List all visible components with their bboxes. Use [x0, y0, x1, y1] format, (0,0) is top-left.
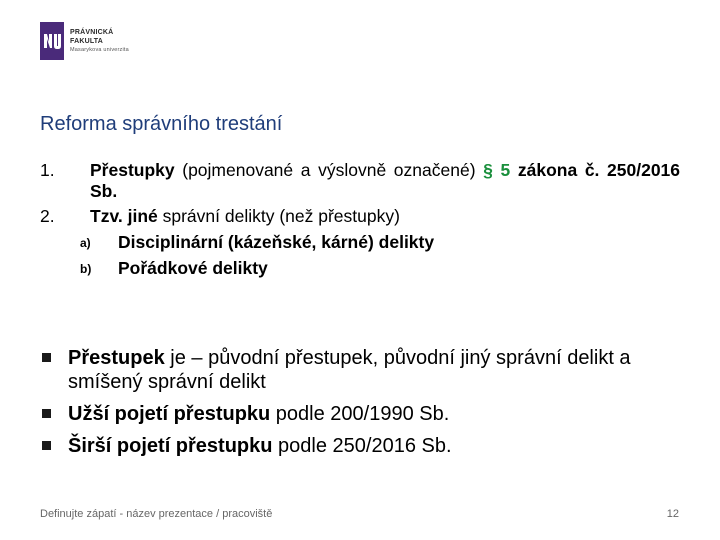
bullet-text: podle 250/2016 Sb. — [272, 435, 452, 457]
sub-item-text: Pořádkové delikty — [118, 258, 268, 278]
sub-item-marker: a) — [80, 236, 91, 250]
logo-line-1: PRÁVNICKÁ — [70, 29, 114, 36]
numbered-item-2 — [40, 206, 680, 279]
page-number: 12 — [666, 508, 679, 520]
bullet-item-1 — [40, 346, 680, 394]
square-bullet-icon — [42, 353, 51, 362]
faculty-logo-text — [70, 29, 230, 55]
numbered-item-1 — [40, 160, 680, 202]
numbered-item-lead: Tzv. jiné — [90, 206, 158, 226]
square-bullet-icon — [42, 441, 51, 450]
bullet-item-3 — [40, 434, 680, 458]
logo-line-3: Masarykova univerzita — [70, 47, 129, 53]
bullet-text: je – původní přestupek, původní jiný správní delikt a smíšený správní delikt — [68, 347, 631, 393]
bullet-item-2 — [40, 402, 680, 426]
sub-list — [80, 232, 680, 279]
bullet-text: podle 200/1990 Sb. — [270, 403, 450, 425]
slide-title: Reforma správního trestání — [40, 113, 283, 135]
bullet-bold: Přestupek — [68, 347, 165, 369]
numbered-item-text: správní delikty (než přestupky) — [157, 206, 400, 226]
numbered-marker: 1. — [40, 160, 55, 180]
numbered-item-tail: zákona č. 250/2016 Sb. — [90, 160, 681, 201]
numbered-item-lead: Přestupky — [90, 160, 175, 180]
sub-item-text: Disciplinární (kázeňské, kárné) delikty — [118, 232, 435, 252]
numbered-list — [40, 160, 680, 279]
sub-item-a — [80, 232, 680, 253]
bullet-list — [40, 346, 680, 466]
numbered-item-text: (pojmenované a výslovně označené) — [174, 160, 484, 180]
sub-item-marker: b) — [80, 262, 92, 276]
logo-line-2: FAKULTA — [70, 37, 104, 45]
faculty-logo-icon — [40, 22, 64, 60]
slide-footer: Definujte zápatí - název prezentace / pracoviště — [40, 508, 273, 520]
section-reference: § 5 — [483, 160, 511, 180]
square-bullet-icon — [42, 409, 51, 418]
sub-item-b — [80, 258, 680, 279]
numbered-marker: 2. — [40, 206, 55, 226]
bullet-bold: Užší pojetí přestupku — [68, 403, 271, 425]
bullet-bold: Širší pojetí přestupku — [68, 435, 273, 457]
